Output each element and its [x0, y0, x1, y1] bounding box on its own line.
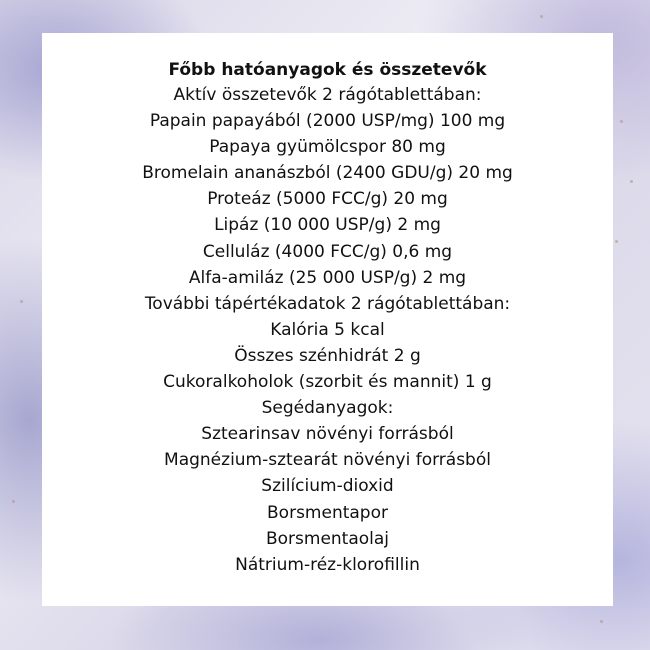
- text-line: Papain papayából (2000 USP/mg) 100 mg: [149, 111, 506, 132]
- text-line: Proteáz (5000 FCC/g) 20 mg: [207, 189, 448, 210]
- text-line: További tápértékadatok 2 rágótablettában:: [144, 293, 511, 314]
- text-line: Borsmentaolaj: [265, 528, 390, 549]
- text-line: Aktív összetevők 2 rágótablettában:: [173, 85, 482, 105]
- text-line: Celluláz (4000 FCC/g) 0,6 mg: [202, 241, 453, 262]
- text-line: Alfa-amiláz (25 000 USP/g) 2 mg: [188, 267, 467, 288]
- ingredients-card: [42, 33, 613, 606]
- text-line: Cukoralkoholok (szorbit és mannit) 1 g: [163, 372, 492, 393]
- text-line: Összes szénhidrát 2 g: [234, 345, 421, 366]
- text-line: Szilícium-dioxid: [261, 476, 394, 497]
- ingredients-list: [42, 58, 613, 578]
- text-line: Magnézium-sztearát növényi forrásból: [164, 450, 491, 471]
- text-line: Kalória 5 kcal: [270, 319, 385, 340]
- text-line: Lipáz (10 000 USP/g) 2 mg: [214, 215, 441, 236]
- text-line: Borsmentapor: [267, 502, 388, 523]
- text-line: Sztearinsav növényi forrásból: [201, 424, 454, 445]
- card-title: Főbb hatóanyagok és összetevők: [168, 60, 487, 80]
- text-line: Nátrium-réz-klorofillin: [235, 554, 420, 575]
- text-line: Papaya gyümölcspor 80 mg: [209, 137, 446, 158]
- text-line: Bromelain ananászból (2400 GDU/g) 20 mg: [142, 163, 513, 184]
- text-line: Segédanyagok:: [261, 398, 394, 419]
